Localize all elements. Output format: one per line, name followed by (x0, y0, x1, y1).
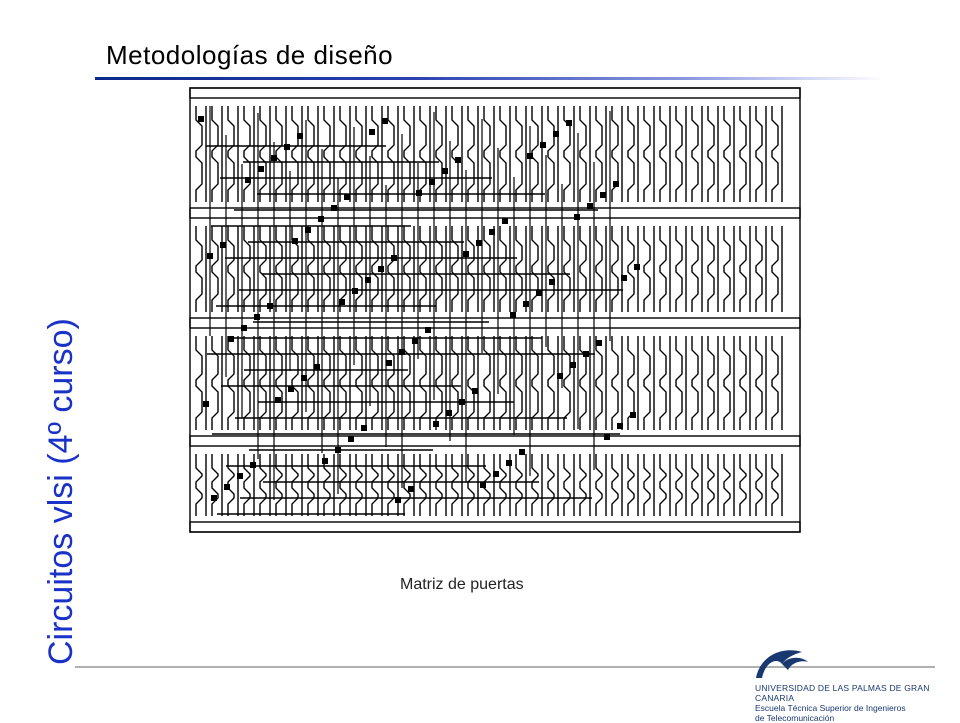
gate-array-layout-image (186, 86, 806, 536)
university-line-1: UNIVERSIDAD DE LAS PALMAS DE GRAN CANARIA (755, 683, 930, 703)
university-name (755, 683, 960, 723)
course-side-title: Circuitos vlsi (4º curso) (42, 318, 80, 665)
university-logo-icon (752, 644, 812, 680)
university-line-2: Escuela Técnica Superior de Ingenieros (755, 703, 906, 713)
slide-title: Metodologías de diseño (106, 40, 394, 70)
university-line-3: de Telecomunicación (755, 713, 835, 723)
figure-caption: Matriz de puertas (400, 576, 524, 593)
title-underline (95, 77, 885, 80)
